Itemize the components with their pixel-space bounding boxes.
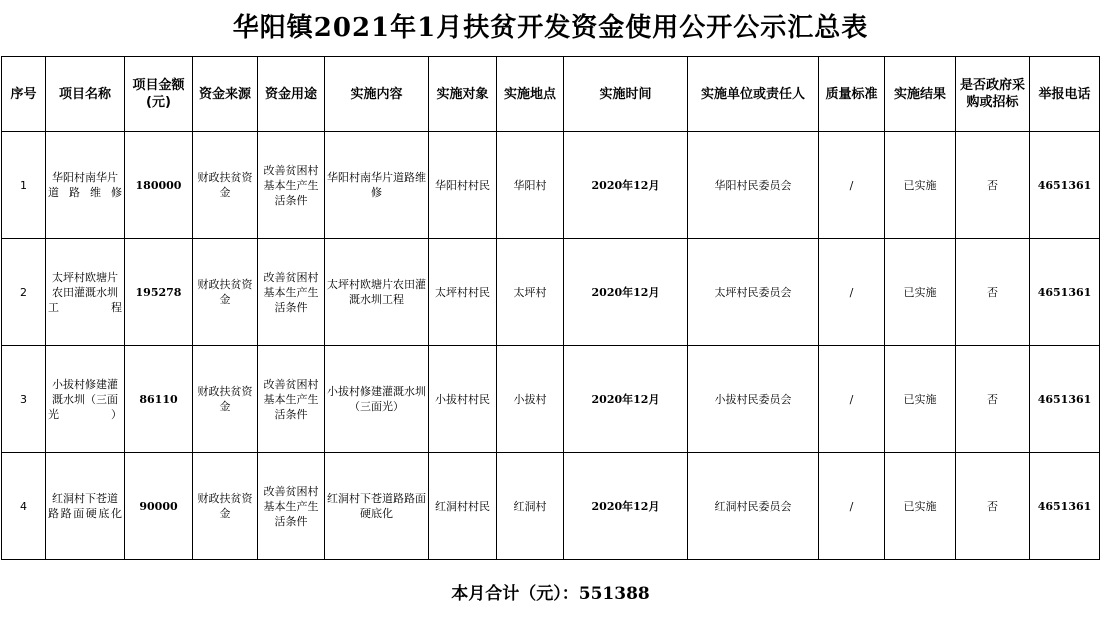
implementation-target: 华阳村村民 [429,132,497,239]
implementation-content: 小拔村修建灌溉水圳（三面光） [325,346,429,453]
implementation-place: 红洞村 [497,453,564,560]
implementation-content: 华阳村南华片道路维修 [325,132,429,239]
header-cell: 质量标准 [819,57,885,132]
report-phone: 4651361 [1030,239,1100,346]
implementation-content: 太坪村欧塘片农田灌溉水圳工程 [325,239,429,346]
project-name: 华阳村南华片道路维修 [46,132,125,239]
header-cell: 实施时间 [564,57,688,132]
table-row [2,132,1100,239]
implementation-time: 2020年12月 [564,239,688,346]
implementation-time: 2020年12月 [564,346,688,453]
implementation-result: 已实施 [885,132,956,239]
implementation-content: 红洞村下苍道路路面硬底化 [325,453,429,560]
fund-purpose: 改善贫困村基本生产生活条件 [258,453,325,560]
fund-source: 财政扶贫资金 [193,132,258,239]
quality-standard: / [819,453,885,560]
implementation-place: 小拔村 [497,346,564,453]
implementation-result: 已实施 [885,453,956,560]
document-title: 华阳镇2021年1月扶贫开发资金使用公开公示汇总表 [232,13,869,43]
header-cell: 是否政府采购或招标 [956,57,1030,132]
government-procurement: 否 [956,239,1030,346]
monthly-total: 本月合计（元）：551388 [451,584,650,604]
header-cell: 实施地点 [497,57,564,132]
implementation-target: 红洞村村民 [429,453,497,560]
header-cell: 实施结果 [885,57,956,132]
implementation-time: 2020年12月 [564,132,688,239]
responsible-unit: 小拔村民委员会 [688,346,819,453]
implementation-result: 已实施 [885,346,956,453]
project-amount: 86110 [125,346,193,453]
header-cell: 项目金额(元) [125,57,193,132]
quality-standard: / [819,346,885,453]
project-name: 太坪村欧塘片农田灌溉水圳工程 [46,239,125,346]
fund-source: 财政扶贫资金 [193,239,258,346]
header-cell: 实施内容 [325,57,429,132]
quality-standard: / [819,239,885,346]
table-row [2,239,1100,346]
report-phone: 4651361 [1030,132,1100,239]
header-cell: 资金用途 [258,57,325,132]
report-phone: 4651361 [1030,453,1100,560]
header-cell: 序号 [2,57,46,132]
implementation-target: 小拔村村民 [429,346,497,453]
quality-standard: / [819,132,885,239]
responsible-unit: 华阳村民委员会 [688,132,819,239]
header-cell: 实施单位或责任人 [688,57,819,132]
table-header-row [2,57,1100,132]
responsible-unit: 太坪村民委员会 [688,239,819,346]
responsible-unit: 红洞村民委员会 [688,453,819,560]
fund-purpose: 改善贫困村基本生产生活条件 [258,346,325,453]
fund-purpose: 改善贫困村基本生产生活条件 [258,132,325,239]
row-number: 2 [2,239,46,346]
implementation-place: 太坪村 [497,239,564,346]
header-cell: 实施对象 [429,57,497,132]
implementation-result: 已实施 [885,239,956,346]
project-name: 红洞村下苍道路路面硬底化 [46,453,125,560]
header-cell: 资金来源 [193,57,258,132]
implementation-time: 2020年12月 [564,453,688,560]
fund-source: 财政扶贫资金 [193,346,258,453]
project-amount: 195278 [125,239,193,346]
implementation-target: 太坪村村民 [429,239,497,346]
header-cell: 项目名称 [46,57,125,132]
government-procurement: 否 [956,132,1030,239]
row-number: 3 [2,346,46,453]
table-row [2,453,1100,560]
government-procurement: 否 [956,453,1030,560]
report-phone: 4651361 [1030,346,1100,453]
header-cell: 举报电话 [1030,57,1100,132]
table-row [2,346,1100,453]
project-name: 小拔村修建灌溉水圳（三面光） [46,346,125,453]
row-number: 4 [2,453,46,560]
implementation-place: 华阳村 [497,132,564,239]
row-number: 1 [2,132,46,239]
project-amount: 90000 [125,453,193,560]
fund-source: 财政扶贫资金 [193,453,258,560]
government-procurement: 否 [956,346,1030,453]
fund-purpose: 改善贫困村基本生产生活条件 [258,239,325,346]
project-amount: 180000 [125,132,193,239]
fund-summary-table [1,56,1100,560]
